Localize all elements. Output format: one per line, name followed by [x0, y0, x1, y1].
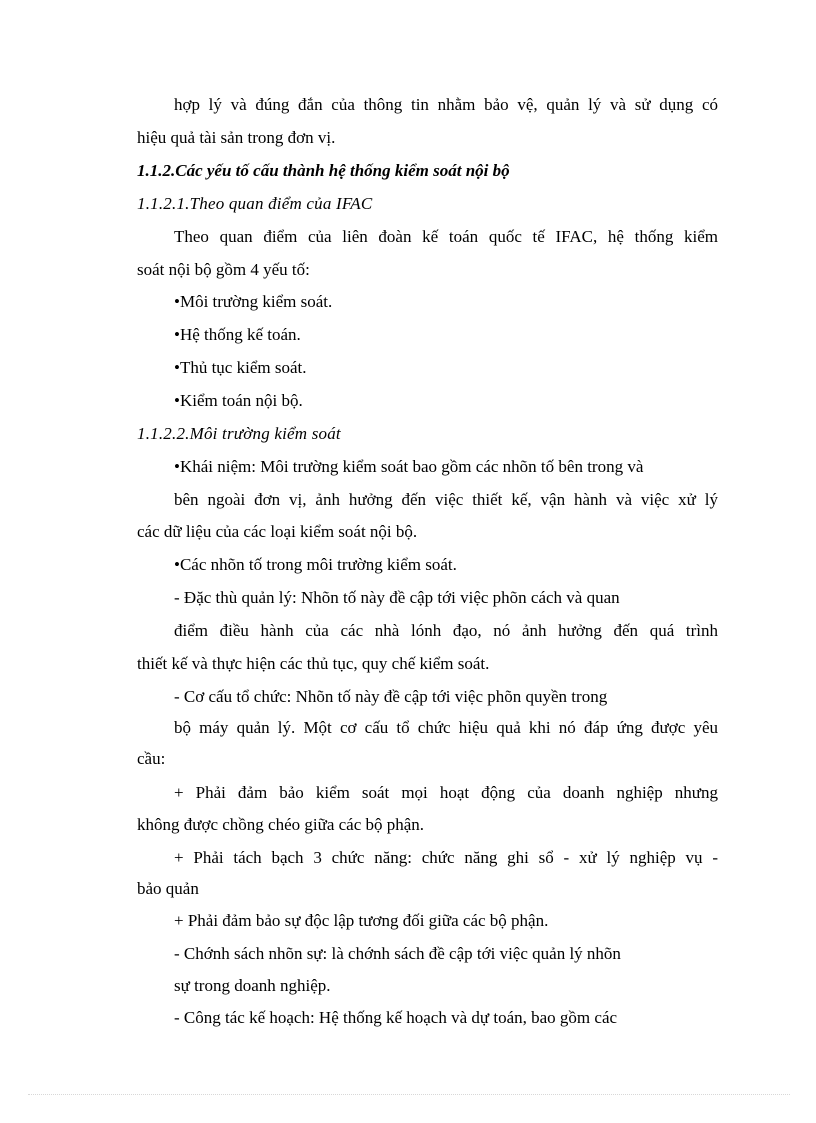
bullet-item: •Khái niệm: Môi trường kiểm soát bao gồm các nhõn tố bên trong và	[174, 457, 644, 476]
paragraph-line: điểm điều hành của các nhà lónh đạo, nó ảnh hưởng đến quá trình	[174, 621, 718, 640]
paragraph-line: - Chớnh sách nhõn sự: là chớnh sách đề cập tới việc quản lý nhõn	[174, 944, 621, 963]
paragraph-line: Theo quan điểm của liên đoàn kế toán quốc tế IFAC, hệ thống kiểm	[174, 227, 718, 246]
subsection-heading: 1.1.2.1.Theo quan điểm của IFAC	[137, 194, 373, 213]
paragraph-line: thiết kế và thực hiện các thủ tục, quy chế kiểm soát.	[137, 654, 490, 673]
paragraph-line: cầu:	[137, 749, 166, 768]
paragraph-line: các dữ liệu của các loại kiểm soát nội bộ.	[137, 522, 418, 541]
page-bottom-divider	[28, 1094, 790, 1095]
paragraph-line: + Phải đảm bảo kiểm soát mọi hoạt động của doanh nghiệp nhưng	[174, 783, 718, 802]
paragraph-line: bên ngoài đơn vị, ảnh hưởng đến việc thiết kế, vận hành và việc xử lý	[174, 490, 718, 509]
bullet-item: •Các nhõn tố trong môi trường kiểm soát.	[174, 555, 457, 574]
section-heading: 1.1.2.Các yếu tố cấu thành hệ thống kiểm soát nội bộ	[137, 161, 510, 180]
paragraph-line: hiệu quả tài sản trong đơn vị.	[137, 128, 336, 147]
paragraph-line: - Đặc thù quản lý: Nhõn tố này đề cập tới việc phõn cách và quan	[174, 588, 620, 607]
paragraph-line: hợp lý và đúng đắn của thông tin nhằm bảo vệ, quản lý và sử dụng có	[174, 95, 718, 114]
paragraph-line: bộ máy quản lý. Một cơ cấu tổ chức hiệu quả khi nó đáp ứng được yêu	[174, 718, 718, 737]
paragraph-line: - Cơ cấu tổ chức: Nhõn tố này đề cập tới việc phõn quyền trong	[174, 687, 608, 706]
paragraph-line: + Phải tách bạch 3 chức năng: chức năng ghi sổ - xử lý nghiệp vụ -	[174, 848, 718, 867]
paragraph-line: không được chồng chéo giữa các bộ phận.	[137, 815, 425, 834]
bullet-item: •Môi trường kiểm soát.	[174, 292, 333, 311]
paragraph-line: sự trong doanh nghiệp.	[174, 976, 331, 995]
paragraph-line: bảo quản	[137, 879, 199, 898]
paragraph-line: + Phải đảm bảo sự độc lập tương đối giữa các bộ phận.	[174, 911, 549, 930]
bullet-item: •Kiểm toán nội bộ.	[174, 391, 303, 410]
subsection-heading: 1.1.2.2.Môi trường kiểm soát	[137, 424, 341, 443]
paragraph-line: soát nội bộ gồm 4 yếu tố:	[137, 260, 310, 279]
paragraph-line: - Công tác kế hoạch: Hệ thống kế hoạch và dự toán, bao gồm các	[174, 1008, 618, 1027]
bullet-item: •Thủ tục kiểm soát.	[174, 358, 307, 377]
bullet-item: •Hệ thống kế toán.	[174, 325, 301, 344]
